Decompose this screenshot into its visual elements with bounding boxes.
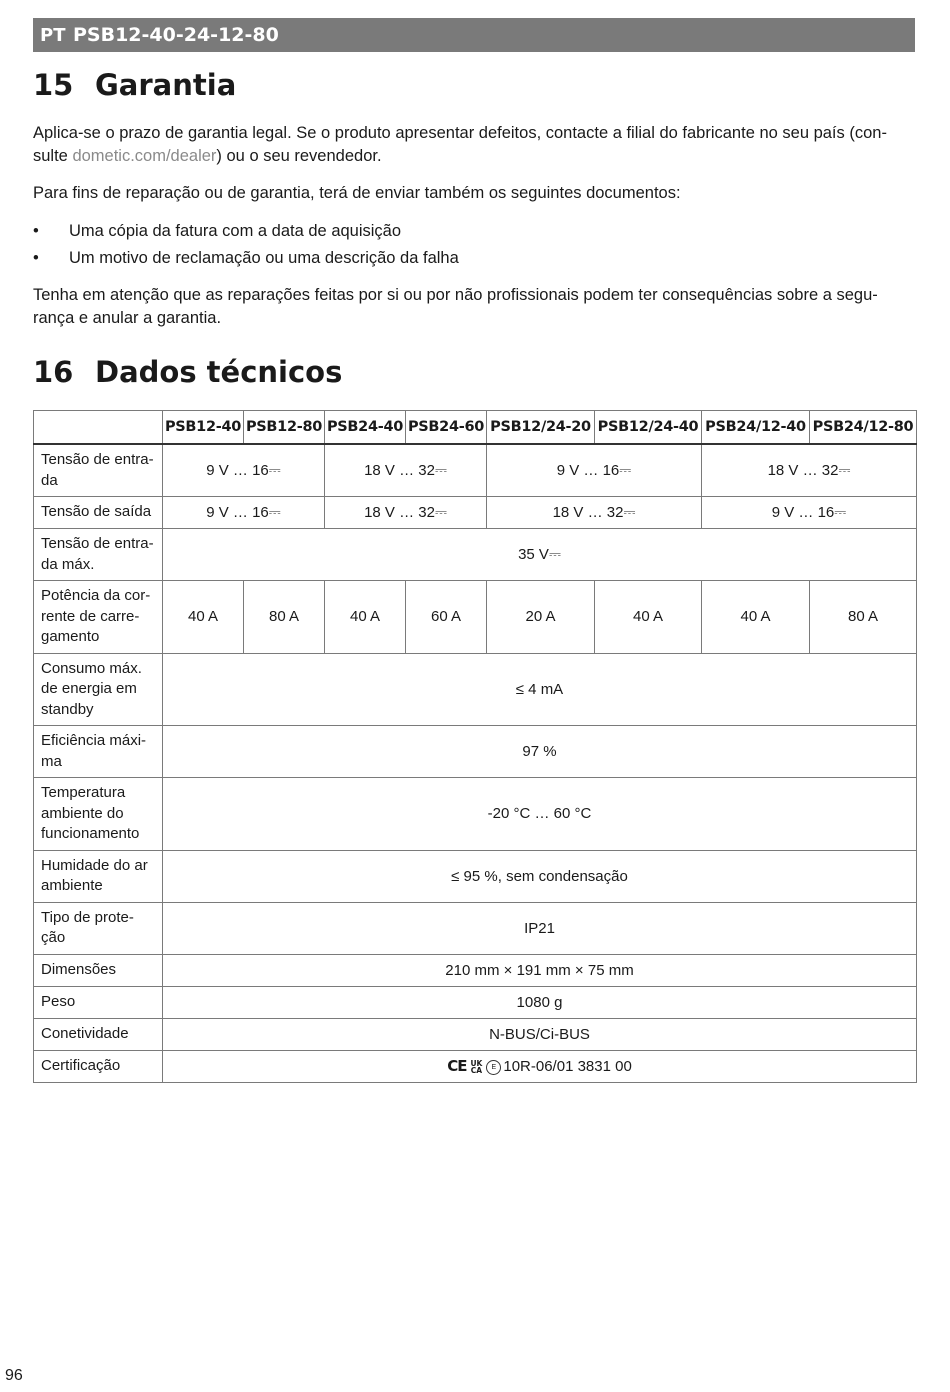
model-name: PSB12-40-24-12-80 (73, 24, 279, 46)
list-item (33, 220, 915, 243)
bullet-icon: • (33, 249, 39, 267)
table-cell (163, 1050, 917, 1082)
list-item-text: Uma cópia da fatura com a data de aquisição (69, 222, 402, 240)
table-cell: 18 V … 32⎓ (325, 497, 487, 529)
list-item-text: Um motivo de reclamação ou uma descrição da falha (69, 249, 459, 267)
table-cell: 40 A (163, 581, 244, 654)
dc-icon: ⎓ (834, 504, 847, 521)
table-row (34, 902, 917, 954)
row-label: Tensão de entra- da máx. (34, 529, 163, 581)
list-item (33, 247, 915, 270)
warranty-paragraph-2: Para fins de reparação ou de garantia, terá de enviar também os seguintes documentos: (33, 184, 681, 202)
table-cell: 35 V⎓ (163, 529, 917, 581)
column-header: PSB24-40 (325, 411, 406, 445)
table-cell: ≤ 4 mA (163, 653, 917, 726)
table-row (34, 653, 917, 726)
column-header: PSB12/24-40 (595, 411, 702, 445)
table-cell: 80 A (244, 581, 325, 654)
row-label: Consumo máx. de energia em standby (34, 653, 163, 726)
table-cell: IP21 (163, 902, 917, 954)
table-cell: 20 A (487, 581, 595, 654)
table-cell: 9 V … 16⎓ (163, 444, 325, 497)
text-line: ) ou o seu revendedor. (216, 147, 382, 165)
table-cell: N-BUS/Ci-BUS (163, 1018, 917, 1050)
table-cell: 18 V … 32⎓ (487, 497, 702, 529)
row-label: Peso (34, 986, 163, 1018)
table-row (34, 850, 917, 902)
table-cell: 18 V … 32⎓ (702, 444, 917, 497)
header-bar (33, 18, 915, 52)
row-label: Tipo de prote- ção (34, 902, 163, 954)
column-header: PSB24-60 (406, 411, 487, 445)
row-label: Certificação (34, 1050, 163, 1082)
dc-icon: ⎓ (268, 504, 281, 521)
table-cell: -20 °C … 60 °C (163, 778, 917, 851)
bullet-icon: • (33, 222, 39, 240)
ukca-mark-icon: UK CA (470, 1059, 483, 1076)
table-row (34, 1018, 917, 1050)
dealer-link[interactable]: dometic.com/dealer (72, 147, 217, 165)
table-cell: 60 A (406, 581, 487, 654)
table-cell: 1080 g (163, 986, 917, 1018)
table-cell: ≤ 95 %, sem condensação (163, 850, 917, 902)
table-row (34, 1050, 917, 1082)
warranty-paragraph-3 (33, 284, 915, 330)
section-number: 16 (33, 355, 74, 389)
table-row (34, 954, 917, 986)
table-row (34, 986, 917, 1018)
column-header: PSB12-80 (244, 411, 325, 445)
certification-number: 10R-06/01 3831 00 (503, 1058, 632, 1075)
row-label: Eficiência máxi- ma (34, 726, 163, 778)
dc-icon: ⎓ (434, 504, 447, 521)
row-label: Temperatura ambiente do funcionamento (34, 778, 163, 851)
dc-icon: ⎓ (548, 546, 561, 563)
text-line: sulte (33, 147, 73, 165)
table-cell: 97 % (163, 726, 917, 778)
text-line: Aplica-se o prazo de garantia legal. Se o produto apresentar defeitos, contacte a filial do fabricante no seu país (con- (33, 124, 887, 142)
dc-icon: ⎓ (619, 462, 632, 479)
dc-icon: ⎓ (434, 462, 447, 479)
table-cell: 9 V … 16⎓ (163, 497, 325, 529)
section-title: Garantia (95, 68, 237, 102)
technical-data-table (33, 410, 917, 1083)
table-cell: 9 V … 16⎓ (702, 497, 917, 529)
column-header: PSB12-40 (163, 411, 244, 445)
row-label: Humidade do ar ambiente (34, 850, 163, 902)
text-line: rança e anular a garantia. (33, 309, 222, 327)
row-label: Conetividade (34, 1018, 163, 1050)
table-cell: 9 V … 16⎓ (487, 444, 702, 497)
table-row (34, 529, 917, 581)
dc-icon: ⎓ (268, 462, 281, 479)
table-cell: 40 A (325, 581, 406, 654)
row-label: Dimensões (34, 954, 163, 986)
table-row (34, 497, 917, 529)
language-code: PT (40, 25, 66, 46)
e-mark-icon: E (486, 1060, 501, 1075)
dc-icon: ⎓ (838, 462, 851, 479)
column-header: PSB24/12-40 (702, 411, 810, 445)
table-cell: 80 A (810, 581, 917, 654)
table-row (34, 581, 917, 654)
section-16-heading (33, 355, 342, 389)
text-line: Tenha em atenção que as reparações feitas por si ou por não profissionais podem ter consequências sobre a segu- (33, 286, 878, 304)
table-header-row (34, 411, 917, 445)
page-number: 96 (5, 1367, 23, 1384)
header-cell-empty (34, 411, 163, 445)
section-15-heading (33, 68, 236, 102)
table-row (34, 444, 917, 497)
section-title: Dados técnicos (95, 355, 343, 389)
table-cell: 18 V … 32⎓ (325, 444, 487, 497)
section-number: 15 (33, 68, 74, 102)
dc-icon: ⎓ (623, 504, 636, 521)
table-row (34, 726, 917, 778)
warranty-paragraph-1 (33, 122, 915, 168)
row-label: Tensão de entra- da (34, 444, 163, 497)
table-cell: 210 mm × 191 mm × 75 mm (163, 954, 917, 986)
table-cell: 40 A (595, 581, 702, 654)
ce-mark-icon: CE (447, 1057, 467, 1075)
column-header: PSB12/24-20 (487, 411, 595, 445)
table-row (34, 778, 917, 851)
row-label: Tensão de saída (34, 497, 163, 529)
column-header: PSB24/12-80 (810, 411, 917, 445)
row-label: Potência da cor- rente de carre- gamento (34, 581, 163, 654)
table-cell: 40 A (702, 581, 810, 654)
